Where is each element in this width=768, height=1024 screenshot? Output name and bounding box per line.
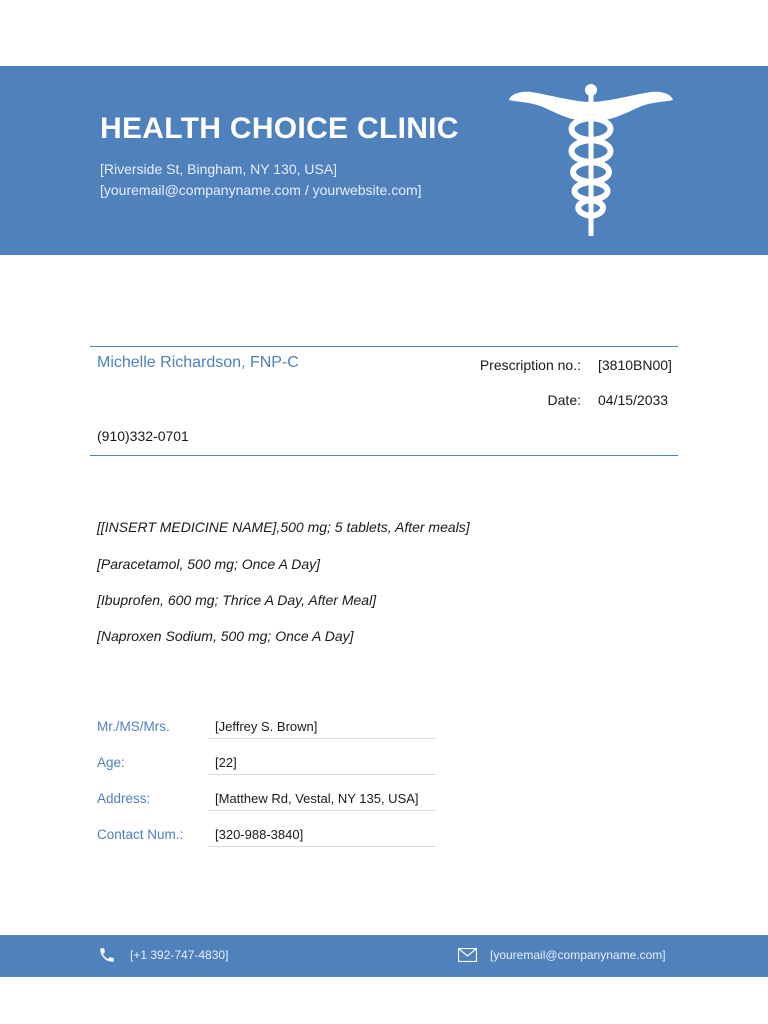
clinic-address: [Riverside St, Bingham, NY 130, USA] xyxy=(100,161,338,177)
patient-address-label: Address: xyxy=(97,791,151,806)
patient-contact-field[interactable]: [320-988-3840] xyxy=(208,825,436,847)
footer-phone: [+1 392-747-4830] xyxy=(130,948,229,962)
phone-icon xyxy=(98,946,116,964)
patient-name-label: Mr./MS/Mrs. xyxy=(97,719,170,734)
prescriber-phone: (910)332-0701 xyxy=(97,428,189,444)
patient-age-field[interactable]: [22] xyxy=(208,753,436,775)
divider-bottom xyxy=(90,455,678,456)
clinic-name: HEALTH CHOICE CLINIC xyxy=(100,112,459,145)
medication-item: [Ibuprofen, 600 mg; Thrice A Day, After Meal] xyxy=(97,592,377,608)
footer-email: [youremail@companyname.com] xyxy=(490,948,666,962)
patient-name-field[interactable]: [Jeffrey S. Brown] xyxy=(208,717,436,739)
clinic-contact: [youremail@companyname.com / yourwebsite.com] xyxy=(100,182,422,198)
date-label: Date: xyxy=(547,392,581,408)
divider-top xyxy=(90,346,678,347)
medication-item: [Paracetamol, 500 mg; Once A Day] xyxy=(97,556,321,572)
prescriber-name: Michelle Richardson, FNP-C xyxy=(97,354,299,371)
envelope-icon xyxy=(458,948,477,962)
caduceus-icon xyxy=(505,80,677,242)
patient-age-label: Age: xyxy=(97,755,125,770)
medication-item: [Naproxen Sodium, 500 mg; Once A Day] xyxy=(97,628,354,644)
patient-contact-label: Contact Num.: xyxy=(97,827,184,842)
patient-address-field[interactable]: [Matthew Rd, Vestal, NY 135, USA] xyxy=(208,789,436,811)
prescription-no-label: Prescription no.: xyxy=(479,357,581,373)
date-value: 04/15/2033 xyxy=(598,392,669,408)
medication-item: [[INSERT MEDICINE NAME],500 mg; 5 tablets, After meals] xyxy=(97,519,470,535)
prescription-no-value: [3810BN00] xyxy=(598,357,672,373)
